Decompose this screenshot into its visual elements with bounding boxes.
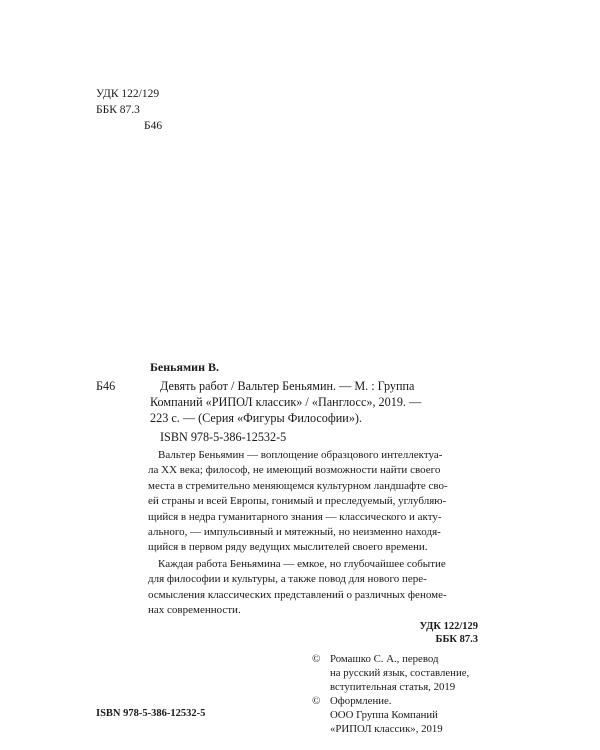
author-heading: Беньямин В.: [150, 360, 220, 374]
author-sign: Б46: [144, 120, 163, 132]
bbk-code: ББК 87.3: [96, 104, 140, 116]
copyright-line: Оформление.: [330, 695, 392, 707]
annotation-line: ла XX века; философ, не имеющий возможности найти своего: [148, 464, 441, 477]
annotation-line: места в стремительно меняющемся культурном ландшафте сво-: [148, 479, 448, 492]
annotation-line: ального, — импульсивный и мятежный, но неизменно находя-: [148, 526, 441, 539]
annotation-line: щийся в первом ряду ведущих мыслителей своего времени.: [148, 541, 428, 554]
classification-top: [96, 86, 162, 134]
copyright-line: Ромашко С. А., перевод: [330, 653, 439, 665]
annotation-line: Вальтер Беньямин — воплощение образцового интеллектуа-: [158, 449, 443, 461]
description-line: Девять работ / Вальтер Беньямин. — М. : Группа: [160, 379, 415, 393]
copyright-design: [312, 694, 443, 736]
description-line: Компаний «РИПОЛ классик» / «Панглосс», 2019. —: [150, 395, 422, 409]
annotation-line: Каждая работа Беньямина — емкое, но глубочайшее событие: [158, 558, 446, 570]
card-isbn: ISBN 978-5-386-12532-5: [160, 430, 287, 444]
bibliographic-description: [150, 378, 422, 426]
copyright-symbol: ©: [312, 695, 321, 707]
annotation-line: осмысления классических представлений о различных феноме-: [148, 588, 447, 601]
udk-code: УДК 122/129: [96, 88, 160, 100]
annotation-paragraph-2: [148, 557, 447, 619]
isbn-bottom: ISBN 978-5-386-12532-5: [96, 708, 206, 719]
copyright-line: «РИПОЛ классик», 2019: [330, 723, 443, 735]
udk-code: УДК 122/129: [419, 621, 478, 632]
annotation-line: ей страны и всей Европы, гонимый и преследуемый, углубляю-: [148, 495, 447, 508]
copyright-line: на русский язык, составление,: [330, 667, 470, 679]
copyright-line: вступительная статья, 2019: [330, 681, 456, 693]
annotation-line: щийся в недра гуманитарного знания — классического и акту-: [148, 510, 442, 523]
annotation-line: нах современности.: [148, 604, 241, 617]
annotation-line: для философии и культуры, а также повод для нового пере-: [148, 573, 427, 586]
description-line: 223 с. — (Серия «Фигуры Философии»).: [150, 411, 363, 425]
annotation-paragraph-1: [148, 448, 448, 556]
bbk-code: ББК 87.3: [435, 634, 478, 645]
copyright-translation: [312, 652, 469, 694]
copyright-symbol: ©: [312, 653, 321, 665]
classification-bottom: [419, 620, 478, 646]
copyright-line: ООО Группа Компаний: [330, 709, 438, 721]
card-author-sign: Б46: [96, 379, 116, 393]
